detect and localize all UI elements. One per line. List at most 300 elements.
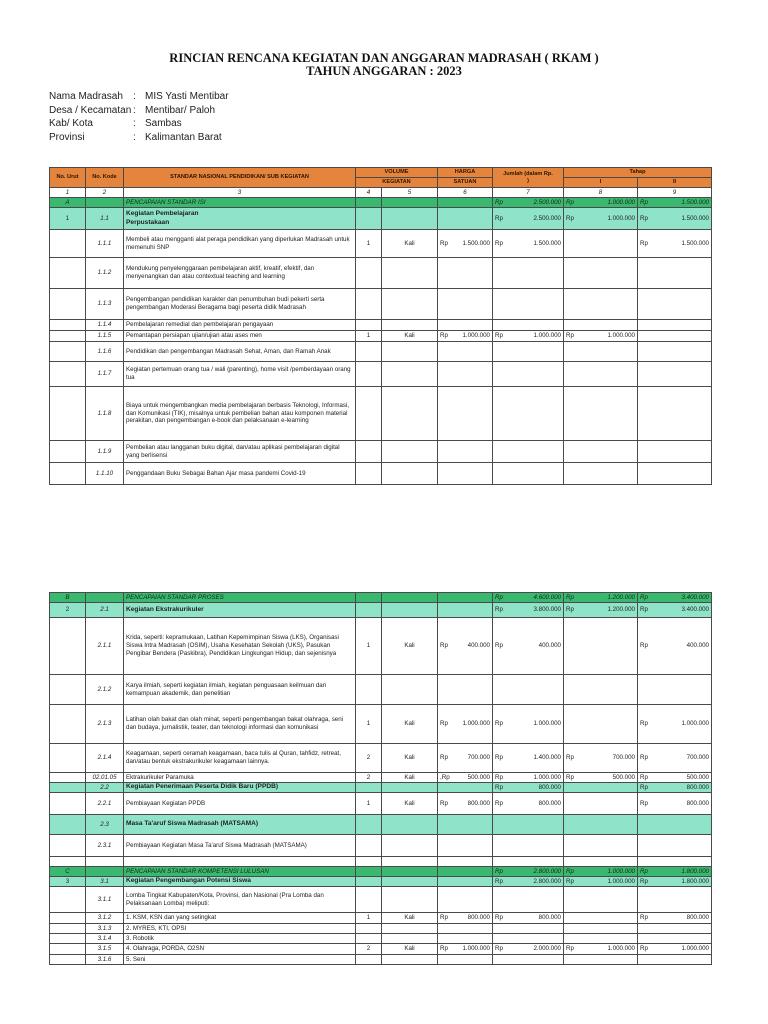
cell-volume [356,955,382,965]
cell-harga: Rp 800.000 [438,793,493,815]
cell-tahap-i [564,793,638,815]
cell-tahap-ii: Rp 1.500.000 [638,208,712,230]
cell-tahap-i [564,913,638,924]
table-row [50,618,712,675]
cell-satuan [382,593,438,603]
header-tahap-i: I [564,178,638,188]
cell-volume [356,877,382,887]
document-title: RINCIAN RENCANA KEGIATAN DAN ANGGARAN MADRASAH ( RKAM ) [169,51,599,65]
table-row [50,387,712,441]
table-row [50,675,712,705]
cell-harga [438,441,493,463]
cell-tahap-ii [638,463,712,485]
cell-kegiatan-name: Pembelian atau langganan buku digital, dan/atau aplikasi pembelajaran digital yang berlisensi [124,441,356,463]
cell-tahap-i [564,705,638,744]
cell-harga [438,783,493,793]
cell-harga: Rp 1.000.000 [438,944,493,955]
cell-no-kode: 3.1 [86,877,124,887]
table-row [50,934,712,944]
cell-harga [438,867,493,877]
cell-no-urut [50,924,86,934]
cell-harga [438,342,493,362]
cell-volume [356,208,382,230]
cell-no-kode: 1.1.4 [86,320,124,331]
cell-harga [438,877,493,887]
cell-jumlah [493,934,564,944]
cell-no-kode: 3.1.6 [86,955,124,965]
cell-tahap-i: Rp 1.200.000 [564,593,638,603]
kegiatan-row [50,783,712,793]
cell-tahap-ii [638,320,712,331]
section-row [50,867,712,877]
cell-jumlah: Rp 1.500.000 [493,230,564,258]
cell-no-urut [50,320,86,331]
info-row-madrasah: Nama Madrasah : MIS Yasti Mentibar [49,91,229,102]
cell-satuan [382,387,438,441]
cell-jumlah [493,835,564,857]
cell-no-urut: 1 [50,208,86,230]
cell-kegiatan-name: PENCAPAIAN STANDAR PROSES [124,593,356,603]
cell-jumlah [493,924,564,934]
cell-volume: 2 [356,944,382,955]
cell-jumlah: Rp 800.000 [493,913,564,924]
cell-kegiatan-name: 4. Olahraga, PORDA, O2SN [124,944,356,955]
cell-satuan: Kali [382,793,438,815]
cell-no-urut [50,783,86,793]
cell-satuan: Kali [382,913,438,924]
cell-no-kode: 2.3.1 [86,835,124,857]
table-row [50,773,712,783]
cell-no-urut [50,441,86,463]
cell-no-kode: 2.2.1 [86,793,124,815]
cell-volume [356,387,382,441]
cell-jumlah: Rp 400.000 [493,618,564,675]
cell-kegiatan-name: Membeli atau mengganti alat peraga pendidikan yang diperlukan Madrasah untuk memenuhi SNP [124,230,356,258]
cell-no-urut [50,934,86,944]
cell-tahap-i [564,783,638,793]
cell-kegiatan-name: Pembiayaan Kegiatan PPDB [124,793,356,815]
cell-harga: Rp 1.000.000 [438,331,493,342]
cell-satuan [382,198,438,208]
table-row [50,835,712,857]
cell-kegiatan-name: Kegiatan Penerimaan Peserta Didik Baru (PPDB) [124,783,356,793]
cell-harga: ,Rp 500.000 [438,773,493,783]
cell-satuan [382,675,438,705]
cell-kegiatan-name: PENCAPAIAN STANDAR ISI [124,198,356,208]
cell-tahap-ii [638,857,712,867]
cell-jumlah: Rp 1.000.000 [493,331,564,342]
cell-harga [438,675,493,705]
cell-harga [438,362,493,387]
cell-volume [356,934,382,944]
cell-kegiatan-name: Pembelajaran remedial dan pembelajaran pengayaan [124,320,356,331]
table-row [50,463,712,485]
cell-kegiatan-name: Pendidikan dan pengembangan Madrasah Sehat, Aman, dan Ramah Anak [124,342,356,362]
cell-harga [438,593,493,603]
cell-tahap-i [564,463,638,485]
cell-satuan [382,835,438,857]
cell-harga: Rp 700.000 [438,744,493,773]
cell-tahap-ii [638,289,712,320]
cell-no-urut [50,289,86,320]
cell-jumlah: Rp 1.000.000 [493,705,564,744]
cell-tahap-ii [638,675,712,705]
cell-harga: Rp 800.000 [438,913,493,924]
table-row [50,924,712,934]
table-row [50,944,712,955]
cell-jumlah [493,857,564,867]
table-row [50,913,712,924]
cell-kegiatan-name: Keagamaan, seperti ceramah keagamaan, baca tulis al Quran, tahfidz, retreat, dan/atau bentuk ekstrakurikuler keagamaan lainnya. [124,744,356,773]
cell-kegiatan-name [124,857,356,867]
cell-no-urut: A [50,198,86,208]
cell-tahap-i [564,342,638,362]
cell-kegiatan-name: Kegiatan Pengembangan Potensi Siswa [124,877,356,887]
cell-no-urut [50,362,86,387]
cell-no-kode: 3.1.3 [86,924,124,934]
cell-tahap-ii: Rp 1.500.000 [638,198,712,208]
cell-satuan: Kali [382,944,438,955]
cell-tahap-ii [638,934,712,944]
cell-volume: 2 [356,773,382,783]
cell-tahap-ii: Rp 1.500.000 [638,230,712,258]
cell-no-urut: C [50,867,86,877]
cell-no-kode: 02.01.05 [86,773,124,783]
cell-no-urut [50,618,86,675]
cell-kegiatan-name: Ektrakurikuler Paramuka [124,773,356,783]
cell-no-kode: 2.3 [86,815,124,835]
cell-jumlah [493,342,564,362]
cell-volume [356,198,382,208]
cell-jumlah [493,887,564,913]
cell-volume [356,675,382,705]
cell-no-kode: 1.1.6 [86,342,124,362]
cell-satuan: Kali [382,744,438,773]
cell-satuan [382,208,438,230]
cell-kegiatan-name: Pengembangan pendidikan karakter dan penumbuhan budi pekerti serta pengembangan Moderasi Beragama bagi peserta didik Madrasah [124,289,356,320]
cell-no-urut [50,835,86,857]
cell-no-kode: 1.1.2 [86,258,124,289]
cell-no-kode: 1.1.7 [86,362,124,387]
cell-tahap-ii: Rp 1.800.000 [638,877,712,887]
cell-no-urut [50,463,86,485]
cell-harga [438,603,493,618]
cell-satuan [382,362,438,387]
cell-tahap-ii [638,441,712,463]
cell-volume: 1 [356,230,382,258]
cell-tahap-i [564,955,638,965]
cell-kegiatan-name: Kegiatan Pembelajaran Perpustakaan [124,208,356,230]
cell-no-kode: 2.1.1 [86,618,124,675]
cell-kegiatan-name: 1. KSM, KSN dan yang setingkat [124,913,356,924]
cell-tahap-ii [638,887,712,913]
rkam-table-1 [49,167,712,485]
cell-harga [438,857,493,867]
cell-jumlah [493,387,564,441]
cell-satuan: Kali [382,773,438,783]
cell-satuan [382,320,438,331]
kegiatan-row [50,208,712,230]
cell-no-kode: 1.1.3 [86,289,124,320]
cell-tahap-ii: Rp 800.000 [638,793,712,815]
cell-kegiatan-name: 2. MYRES, KTI, OPSI [124,924,356,934]
cell-jumlah: Rp 3.800.000 [493,603,564,618]
table-header-row [50,168,712,178]
table-row [50,744,712,773]
cell-kegiatan-name: Karya ilmiah, seperti kegiatan ilmiah, kegiatan penguasaan keilmuan dan kemampuan akademik, dan penelitian [124,675,356,705]
cell-no-kode [86,857,124,867]
section-row [50,198,712,208]
cell-harga [438,208,493,230]
cell-tahap-i [564,934,638,944]
header-harga: HARGA [438,168,493,178]
cell-tahap-i [564,387,638,441]
cell-tahap-i [564,815,638,835]
cell-volume [356,867,382,877]
cell-jumlah [493,441,564,463]
cell-volume [356,463,382,485]
cell-tahap-i [564,320,638,331]
cell-tahap-ii: Rp 700.000 [638,744,712,773]
cell-tahap-i [564,924,638,934]
header-no-kode: No. Kode [86,168,124,188]
kegiatan-row [50,877,712,887]
cell-tahap-ii [638,342,712,362]
table-row [50,793,712,815]
cell-harga [438,258,493,289]
cell-volume [356,289,382,320]
cell-tahap-ii: Rp 1.000.000 [638,705,712,744]
cell-satuan: Kali [382,230,438,258]
cell-tahap-i: Rp 1.000.000 [564,198,638,208]
cell-tahap-i [564,441,638,463]
cell-tahap-i [564,362,638,387]
cell-no-urut [50,913,86,924]
cell-volume [356,342,382,362]
header-kegiatan: KEGIATAN [356,178,438,188]
cell-jumlah: Rp 2.800.000 [493,877,564,887]
cell-tahap-i: Rp 1.000.000 [564,867,638,877]
cell-jumlah [493,815,564,835]
cell-jumlah: Rp 800.000 [493,793,564,815]
cell-harga: Rp 1.500.000 [438,230,493,258]
cell-no-kode [86,198,124,208]
table-row [50,331,712,342]
cell-tahap-i [564,230,638,258]
table-row [50,342,712,362]
cell-tahap-ii [638,835,712,857]
cell-jumlah: Rp 2.500.000 [493,208,564,230]
cell-satuan [382,441,438,463]
cell-tahap-i: Rp 1.000.000 [564,944,638,955]
cell-no-kode: 2.1 [86,603,124,618]
cell-no-kode: 2.2 [86,783,124,793]
cell-tahap-ii [638,258,712,289]
cell-no-kode: 3.1.5 [86,944,124,955]
cell-volume: 1 [356,331,382,342]
cell-tahap-ii: Rp 800.000 [638,783,712,793]
cell-harga [438,463,493,485]
cell-tahap-ii [638,387,712,441]
cell-satuan: Kali [382,331,438,342]
kegiatan-row [50,603,712,618]
cell-tahap-i [564,857,638,867]
table-row [50,289,712,320]
header-tahap-ii: II [638,178,712,188]
table-row [50,955,712,965]
cell-no-urut: B [50,593,86,603]
cell-tahap-ii [638,924,712,934]
cell-jumlah: Rp 800.000 [493,783,564,793]
cell-volume [356,815,382,835]
cell-no-urut [50,815,86,835]
cell-harga [438,955,493,965]
cell-kegiatan-name: Penggandaan Buku Sebagai Bahan Ajar masa pandemi Covid-19 [124,463,356,485]
cell-satuan [382,258,438,289]
cell-kegiatan-name: Kegiatan pertemuan orang tua / wali (parenting), home visit /pemberdayaan orang tua [124,362,356,387]
cell-jumlah [493,362,564,387]
cell-volume [356,441,382,463]
cell-satuan [382,924,438,934]
cell-tahap-i: Rp 1.000.000 [564,877,638,887]
cell-harga [438,289,493,320]
cell-satuan [382,867,438,877]
cell-jumlah: Rp 1.000.000 [493,773,564,783]
cell-satuan: Kali [382,618,438,675]
cell-volume [356,887,382,913]
cell-no-kode: 3.1.2 [86,913,124,924]
cell-satuan [382,815,438,835]
cell-harga: Rp 1.000.000 [438,705,493,744]
cell-harga [438,387,493,441]
cell-jumlah: Rp 2.500.000 [493,198,564,208]
cell-no-kode: 1.1 [86,208,124,230]
cell-no-urut [50,857,86,867]
table-row [50,887,712,913]
cell-jumlah [493,289,564,320]
cell-volume: 1 [356,793,382,815]
cell-satuan [382,463,438,485]
cell-jumlah: Rp 1.400.000 [493,744,564,773]
cell-no-kode: 1.1.10 [86,463,124,485]
cell-satuan [382,603,438,618]
cell-satuan [382,887,438,913]
header-jumlah: Jumlah (dalam Rp. ) [493,168,564,188]
cell-kegiatan-name: Krida, seperti: kepramukaan, Latihan Kepemimpinan Siswa (LKS), Organisasi Siswa Intra Madrasah (OSIM), Usaha Kesehatan Sekolah (UKS), Pasukan Pengibar Bendera (Paskibra), Pendidikan Lingkungan Hidup, dan sejenisnya [124,618,356,675]
table-row [50,705,712,744]
cell-volume [356,835,382,857]
cell-satuan [382,857,438,867]
cell-kegiatan-name: 3. Robotik [124,934,356,944]
cell-no-urut: 3 [50,877,86,887]
cell-volume [356,593,382,603]
cell-no-kode [86,593,124,603]
header-standar: STANDAR NASIONAL PENDIDIKAN/ SUB KEGIATAN [124,168,356,188]
cell-volume [356,258,382,289]
cell-tahap-ii: Rp 800.000 [638,913,712,924]
cell-tahap-ii: Rp 400.000 [638,618,712,675]
cell-harga [438,934,493,944]
cell-tahap-i: Rp 1.200.000 [564,603,638,618]
info-row-desa: Desa / Kecamatan : Mentibar/ Paloh [49,104,216,116]
cell-volume [356,320,382,331]
column-index-row: 1 2 3 4 5 6 7 8 9 [50,188,712,198]
cell-kegiatan-name: Latihan olah bakat dan olah minat, seperti pengembangan bakat olahraga, seni dan budaya, jurnalistik, teater, dan teknologi informasi dan komunikasi [124,705,356,744]
cell-tahap-i: Rp 1.000.000 [564,208,638,230]
header-volume: VOLUME [356,168,438,178]
cell-no-kode: 1.1.1 [86,230,124,258]
cell-kegiatan-name: Pemantapan persiapan ujian/ujian atau ases men [124,331,356,342]
cell-kegiatan-name: PENCAPAIAN STANDAR KOMPETENSI LULUSAN [124,867,356,877]
rkam-table-2 [49,592,712,965]
cell-no-urut [50,675,86,705]
cell-satuan [382,877,438,887]
cell-no-kode: 3.1.1 [86,887,124,913]
cell-volume [356,924,382,934]
cell-kegiatan-name: Biaya untuk mengembangkan media pembelajaran berbasis Teknologi, Informasi, dan Komunikasi (TIK), misalnya untuk pembelian bahan atau komponen material perakitan, dan pengembangan e-book dan pelaksanaan e-learning [124,387,356,441]
cell-tahap-ii: Rp 500.000 [638,773,712,783]
cell-harga: Rp 400.000 [438,618,493,675]
document-year: TAHUN ANGGARAN : 2023 [306,64,462,78]
cell-tahap-i [564,835,638,857]
cell-tahap-i [564,675,638,705]
cell-tahap-ii [638,955,712,965]
cell-volume: 1 [356,705,382,744]
cell-satuan [382,342,438,362]
header-tahap: Tahap [564,168,712,178]
cell-kegiatan-name: Kegiatan Ekstrakurikuler [124,603,356,618]
kegiatan-row [50,815,712,835]
cell-tahap-i: Rp 700.000 [564,744,638,773]
cell-no-urut [50,230,86,258]
cell-tahap-ii [638,331,712,342]
cell-jumlah: Rp 4.600.000 [493,593,564,603]
cell-no-urut [50,955,86,965]
cell-tahap-i [564,618,638,675]
cell-jumlah [493,955,564,965]
cell-harga [438,815,493,835]
cell-no-urut [50,258,86,289]
cell-tahap-i: Rp 500.000 [564,773,638,783]
school-info [49,90,229,144]
cell-jumlah [493,258,564,289]
cell-harga [438,887,493,913]
cell-tahap-i [564,887,638,913]
cell-tahap-i [564,289,638,320]
cell-satuan [382,783,438,793]
cell-no-urut [50,744,86,773]
cell-harga [438,198,493,208]
cell-satuan [382,934,438,944]
table-row [50,362,712,387]
cell-tahap-ii: Rp 3.400.000 [638,593,712,603]
cell-no-urut [50,944,86,955]
cell-volume [356,857,382,867]
header-satuan: SATUAN [438,178,493,188]
cell-jumlah: Rp 2.800.000 [493,867,564,877]
info-row-kab: Kab/ Kota : Sambas [49,118,182,129]
cell-volume: 1 [356,618,382,675]
cell-no-kode: 2.1.3 [86,705,124,744]
cell-satuan: Kali [382,705,438,744]
table-row [50,441,712,463]
cell-tahap-ii [638,815,712,835]
cell-no-urut [50,773,86,783]
cell-tahap-i [564,258,638,289]
cell-volume [356,783,382,793]
table-row [50,320,712,331]
cell-volume [356,362,382,387]
